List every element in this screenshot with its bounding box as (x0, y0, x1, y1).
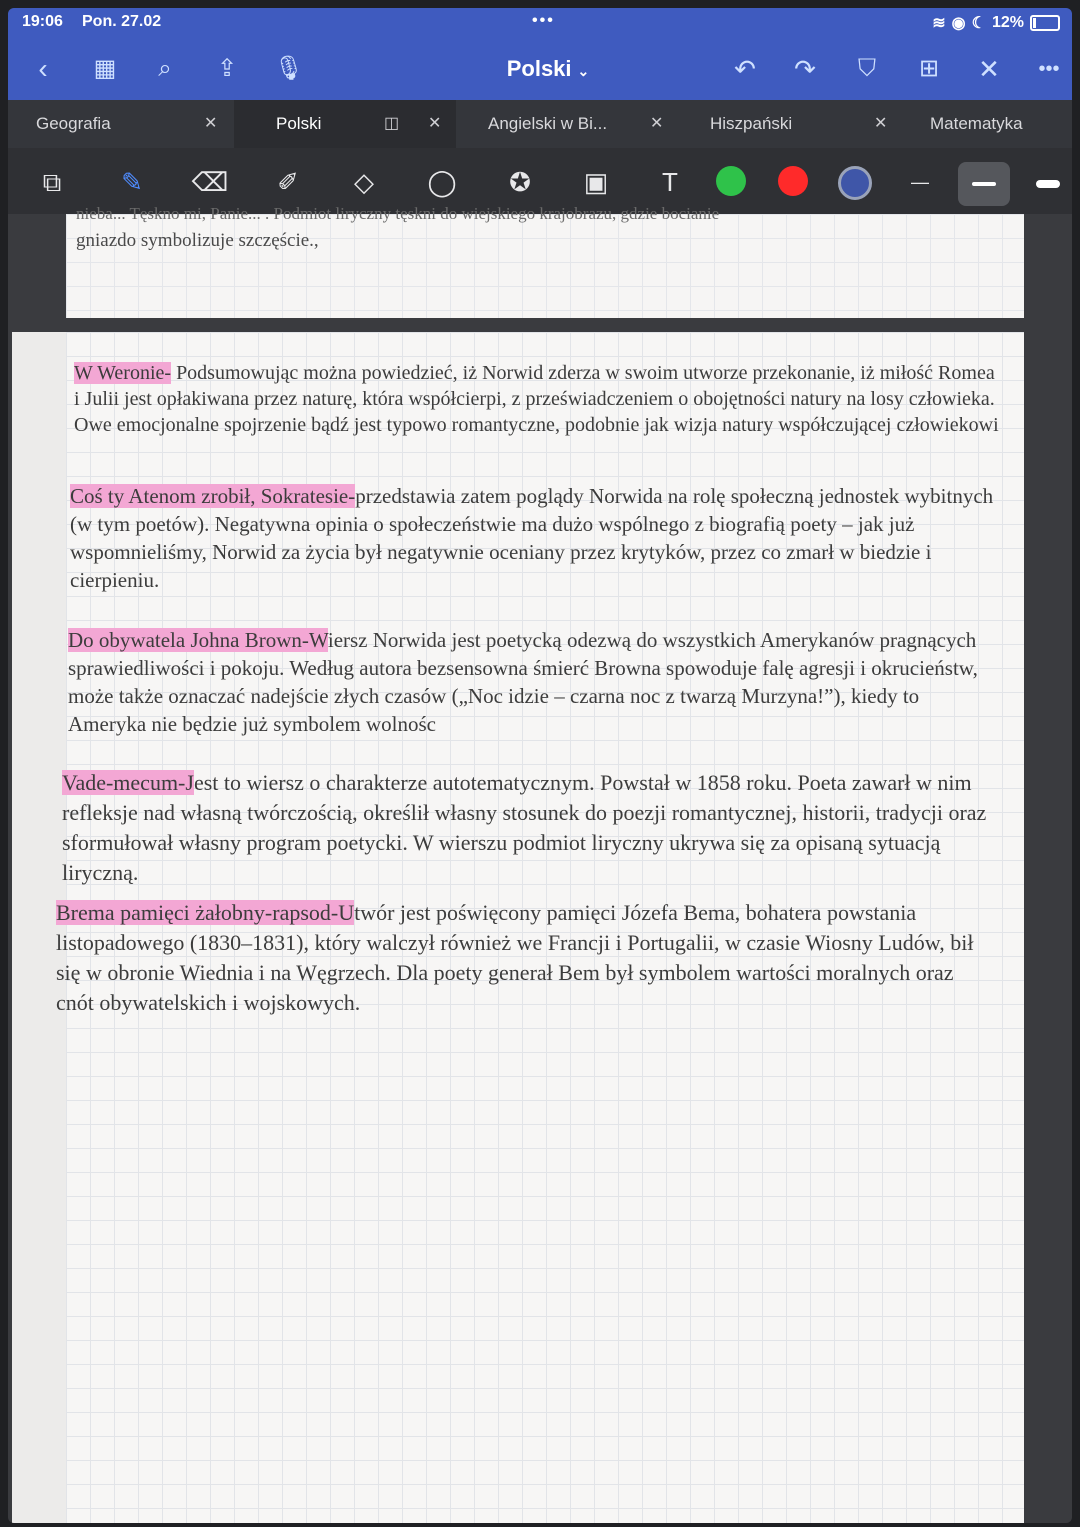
note-title-highlight: Do obywatela Johna Brown-W (68, 628, 328, 652)
battery-percent: 12% (991, 14, 1024, 31)
more-icon[interactable]: ••• (1038, 58, 1060, 80)
tab-angielski[interactable] (456, 100, 678, 148)
stroke-thick-icon[interactable] (1036, 180, 1060, 188)
tab-label: Geografia (36, 114, 111, 133)
bookmark-icon[interactable]: ⛉ (858, 55, 876, 82)
tab-matematyka[interactable] (900, 100, 1072, 148)
search-icon[interactable]: ⌕ (158, 55, 172, 82)
wifi-icon: ≋ (932, 15, 946, 32)
note-john-brown (68, 626, 998, 738)
tab-hiszpanski[interactable] (678, 100, 900, 148)
color-blue-swatch-selected[interactable] (838, 166, 872, 200)
ipad-screen (8, 8, 1072, 1523)
note-text: przedstawia zatem poglądy Norwida na rolę społeczną jednostek wybitnych (w tym poetów). Negatywna opinia o społeczeństwie ma dużo wspólnego z biografią poety – jak już wspomnieliśmy, Norwid za życia był negatywnie oceniany przez krytyków, przez co zmarł w biedzie i cierpieniu. (70, 484, 994, 592)
note-text: est to wiersz o charakterze autotematycznym. Powstał w 1858 roku. Poeta zawarł w nim refleksje nad własną twórczością, określił własny stosunek do poezji romantycznej, historii, tradycji oraz sformułował własny program poetycki. W wierszu podmiot liryczny ukrywa się za opisaną sytuacją liryczną. (62, 770, 987, 885)
tab-label: Hiszpański (710, 114, 793, 133)
location-icon: ◉ (951, 15, 966, 32)
split-view-icon[interactable]: ◫ (384, 115, 400, 132)
nav-bar (8, 42, 1072, 98)
note-text: twór jest poświęcony pamięci Józefa Bema, bohatera powstania listopadowego (1830–1831), który walczył również we Francji i Portugalii, w czasie Wiosny Ludów, bił się w obronie Wiednia i na Węgrzech. Dla poety generał Bem był symbolem wartości moralnych oraz cnót obywatelskich i wojskowych. (56, 900, 974, 1015)
stroke-medium-selected[interactable] (958, 162, 1010, 206)
status-right (932, 13, 1060, 33)
moon-icon: ☾ (971, 15, 986, 32)
note-text: Podsumowując można powiedzieć, iż Norwid zderza w swoim utworze przekonanie, iż miłość Romea i Julii jest opłakiwana przez naturę, która współcierpi, z przeświadczeniem o obojętności natury na losy człowieka. Owe emocjonalne spojrzenie bądź jest typowo romantyczne, podobnie jak wizja natury współczującej człowiekowi (74, 362, 999, 436)
lasso-icon[interactable]: ◯ (427, 167, 457, 197)
note-w-weronie (74, 360, 1004, 438)
current-page[interactable] (56, 332, 1024, 1523)
pen-icon[interactable]: ✎ (121, 167, 143, 197)
notebook-title-button[interactable] (488, 56, 608, 82)
redo-icon[interactable]: ↷ (794, 54, 816, 84)
tab-polski[interactable] (234, 100, 456, 148)
document-tabs (8, 100, 1072, 148)
previous-page-line: gniazdo symbolizuje szczęście., (76, 230, 319, 251)
text-tool-icon[interactable]: T (662, 167, 678, 197)
previous-page (66, 204, 1024, 318)
color-red-swatch[interactable] (778, 166, 808, 196)
highlighter-icon[interactable]: ✐ (277, 167, 299, 197)
top-bar (8, 8, 1072, 100)
back-icon[interactable]: ‹ (38, 53, 48, 84)
note-title-highlight: Vade-mecum-J (62, 770, 194, 795)
sticker-icon[interactable]: ✪ (509, 167, 531, 197)
notebook-title: Polski (506, 56, 572, 81)
tab-close-icon[interactable]: ✕ (428, 115, 442, 132)
status-bar (8, 8, 1072, 36)
note-vade-mecum (62, 768, 992, 888)
undo-icon[interactable]: ↶ (734, 54, 756, 84)
tab-close-icon[interactable]: ✕ (874, 115, 888, 132)
tab-label: Angielski w Bi... (488, 114, 608, 133)
stroke-thin-icon[interactable]: — (911, 172, 929, 192)
image-zoom-icon[interactable]: ⧉ (42, 167, 62, 197)
note-bema-pamieci (56, 898, 986, 1018)
share-icon[interactable]: ⇪ (216, 55, 238, 82)
tab-close-icon[interactable]: ✕ (650, 115, 664, 132)
grid-view-icon[interactable]: ▦ (93, 55, 117, 82)
tab-label: Matematyka (930, 114, 1023, 133)
note-text: iersz Norwida jest poetycką odezwą do wszystkich Amerykanów pragnących sprawiedliwości i pokoju. Według autora bezsensowna śmierć Browna spowoduje falę agresji i okrucieństw, może także oznaczać nadejście złych czasów („Noc idzie – czarna noc z twarzą Murzyna!”), kiedy to Ameryka nie będzie już symbolem wolnośc (68, 628, 978, 736)
eraser-icon[interactable]: ⌫ (191, 167, 229, 197)
tab-close-icon[interactable]: ✕ (204, 115, 218, 132)
tab-geografia[interactable] (8, 100, 234, 148)
image-icon[interactable]: ▣ (583, 167, 609, 197)
status-time: 19:06 (22, 13, 63, 30)
previous-page-line: nieba... Tęskno mi, Panie... . Podmiot liryczny tęskni do wiejskiego krajobrazu, gdzie bocianie (76, 204, 720, 223)
tab-label: Polski (276, 114, 322, 133)
add-page-icon[interactable]: ⊞ (918, 55, 940, 82)
battery-icon (1030, 15, 1060, 31)
close-icon[interactable]: ✕ (978, 54, 1000, 84)
multitask-dots-icon[interactable]: ••• (532, 12, 555, 29)
note-cos-ty-atenom (70, 482, 1000, 594)
note-title-highlight: Brema pamięci żałobny-rapsod-U (56, 900, 355, 925)
color-green-swatch[interactable] (716, 166, 746, 196)
shapes-icon[interactable]: ◇ (354, 167, 374, 197)
microphone-icon[interactable]: 🎙︎ (273, 55, 305, 82)
notebook-canvas[interactable] (8, 204, 1072, 1523)
note-title-highlight: Coś ty Atenom zrobił, Sokratesie- (70, 484, 356, 508)
chevron-down-icon: ⌄ (577, 63, 590, 79)
status-date: Pon. 27.02 (82, 13, 162, 30)
stroke-medium-icon (972, 182, 996, 186)
note-title-highlight: W Weronie- (74, 362, 172, 384)
